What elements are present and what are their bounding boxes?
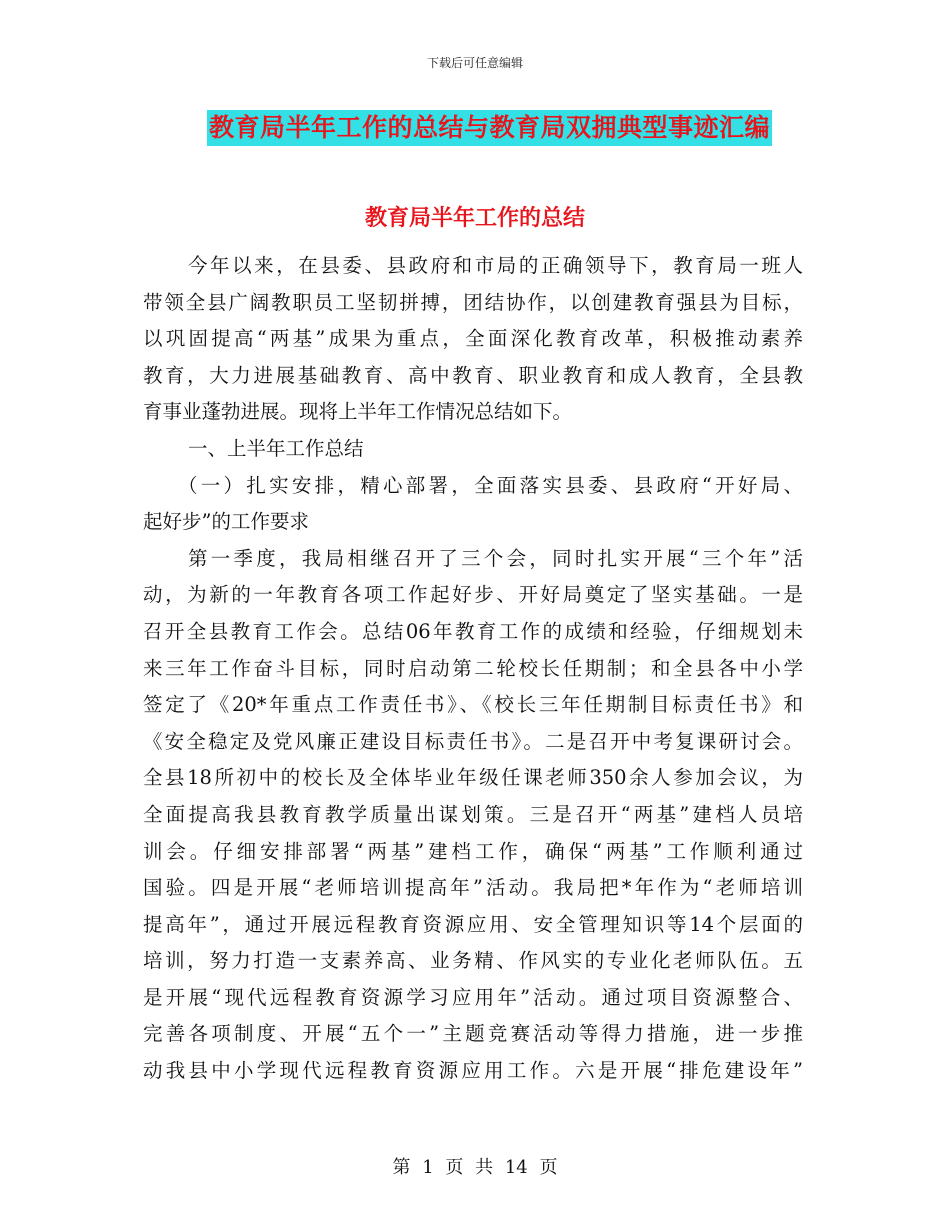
document-body bbox=[143, 248, 803, 1090]
heading-line: 一、上半年工作总结 bbox=[188, 436, 364, 460]
section-title: 教育局半年工作的总结 bbox=[364, 205, 585, 231]
paragraph-line: 《安全稳定及党风廉正建设目标责任书》。二是召开中考复课研讨会。 bbox=[143, 729, 803, 753]
paragraph-line: 国验。四是开展“老师培训提高年”活动。我局把*年作为“老师培训 bbox=[143, 876, 803, 900]
subheading-line: 起好步”的工作要求 bbox=[143, 510, 309, 534]
paragraph-line: 动我县中小学现代远程教育资源应用工作。六是开展“排危建设年” bbox=[143, 1059, 803, 1083]
subheading-line: （一）扎实安排，精心部署，全面落实县委、县政府“开好局、 bbox=[178, 473, 803, 497]
paragraph-line: 召开全县教育工作会。总结06年教育工作的成绩和经验，仔细规划未 bbox=[143, 619, 803, 643]
page-number-footer: 第 1 页 共 14 页 bbox=[392, 1157, 558, 1178]
page-header-note: 下载后可任意编辑 bbox=[426, 56, 523, 70]
paragraph-line: 带领全县广阔教职员工坚韧拼搏，团结协作，以创建教育强县为目标， bbox=[143, 290, 803, 314]
paragraph-line: 训会。仔细安排部署“两基”建档工作，确保“两基”工作顺利通过 bbox=[143, 839, 803, 863]
paragraph-line: 培训，努力打造一支素养高、业务精、作风实的专业化老师队伍。五 bbox=[143, 949, 803, 973]
paragraph-line: 教育，大力进展基础教育、高中教育、职业教育和成人教育，全县教 bbox=[143, 363, 803, 387]
paragraph-line: 签定了《20*年重点工作责任书》、《校长三年任期制目标责任书》和 bbox=[143, 693, 803, 717]
paragraph-line: 以巩固提高“两基”成果为重点，全面深化教育改革，积极推动素养 bbox=[143, 327, 803, 351]
paragraph-line: 第一季度，我局相继召开了三个会，同时扎实开展“三个年”活 bbox=[188, 546, 803, 570]
paragraph-line: 是开展“现代远程教育资源学习应用年”活动。通过项目资源整合、 bbox=[143, 985, 803, 1009]
document-title: 教育局半年工作的总结与教育局双拥典型事迹汇编 bbox=[207, 110, 772, 146]
paragraph-line: 提高年”，通过开展远程教育资源应用、安全管理知识等14个层面的 bbox=[143, 912, 803, 936]
paragraph-line: 来三年工作奋斗目标，同时启动第二轮校长任期制；和全县各中小学 bbox=[143, 656, 803, 680]
paragraph-line: 今年以来，在县委、县政府和市局的正确领导下，教育局一班人 bbox=[188, 254, 803, 277]
paragraph-line: 育事业蓬勃进展。现将上半年工作情况总结如下。 bbox=[143, 400, 573, 424]
paragraph-line: 全县18所初中的校长及全体毕业年级任课老师350余人参加会议，为 bbox=[143, 766, 803, 790]
paragraph-line: 完善各项制度、开展“五个一”主题竞赛活动等得力措施，进一步推 bbox=[143, 1022, 803, 1046]
paragraph-line: 动，为新的一年教育各项工作起好步、开好局奠定了坚实基础。一是 bbox=[143, 583, 803, 607]
paragraph-line: 全面提高我县教育教学质量出谋划策。三是召开“两基”建档人员培 bbox=[143, 802, 803, 826]
